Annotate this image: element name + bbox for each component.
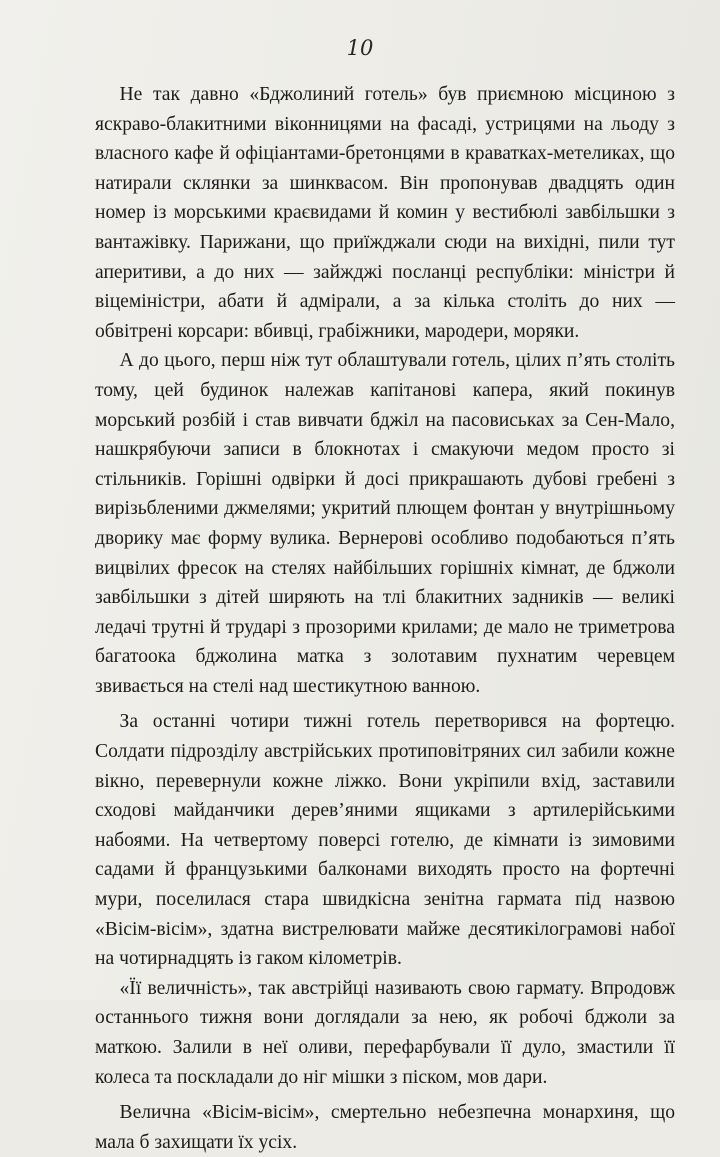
paragraph-5: Велична «Вісім-вісім», смертельно небезпечна монархиня, що мала б захищати їх усіх. — [95, 1102, 675, 1153]
page-number: 10 — [346, 36, 374, 60]
body-text — [95, 80, 675, 1157]
paragraph-2: А до цього, перш ніж тут облаштували готель, цілих п’ять століть тому, цей будинок належав капітанові капера, який покинув морський розбій і став вивчати бджіл на пасовиськах за Сен-Мало, нашкрябуючи записи в блокнотах і смакуючи медом просто зі стільників. Горішні одвірки й досі прикрашають дубові гребені з вирізьбленими джмелями; укритий плющем фонтан у внутрішньому дворику має форму вулика. Вернерові особливо подобаються п’ять вицвілих фресок на стелях найбільших горішніх кімнат, де бджоли завбільшки з дітей ширяють на тлі блакитних задників — великі ледачі трутні й трударі з прозорими крилами; де мало не триметрова багатоока бджолина матка з золотавим пухнатим черевцем звивається на стелі над шестикутною ванною. — [95, 350, 675, 697]
paragraph-4: «Її величність», так австрійці називають свою гармату. Впродовж останнього тижня вони доглядали за нею, як робочі бджоли за маткою. Залили в неї оливи, перефарбували її дуло, змастили її колеса та поскладали до ніг мішки з піском, мов дари. — [95, 977, 675, 1088]
paragraph-1: Не так давно «Бджолиний готель» був приємною місциною з яскраво-блакитними віконницями на фасаді, устрицями на льоду з власного кафе й офіціантами-бретонцями в краватках-метеликах, що натирали склянки за шинквасом. Він пропонував двадцять один номер із морськими краєвидами й комин у вестибюлі завбільшки з вантажівку. Парижани, що приїжджали сюди на вихідні, пили тут аперитиви, а до них — зайжджі посланці республіки: міністри й віцеміністри, абати й адмірали, а за кілька століть до них — обвітрені корсари: вбивці, грабіжники, мародери, моряки. — [95, 84, 675, 342]
paragraph-3: За останні чотири тижні готель перетворився на фортецю. Солдати підрозділу австрійських протиповітряних сил забили кожне вікно, перевернули кожне ліжко. Вони укріпили вхід, заставили сходові майданчики дерев’яними ящиками з артилерійськими набоями. На четвертому поверсі готелю, де кімнати із зимовими садами й французькими балконами виходять просто на фортечні мури, поселилася стара швидкісна зенітна гармата під назвою «Вісім-вісім», здатна вистрелювати майже десятикілограмові набої на чотирнадцять із гаком кілометрів. — [95, 711, 675, 970]
